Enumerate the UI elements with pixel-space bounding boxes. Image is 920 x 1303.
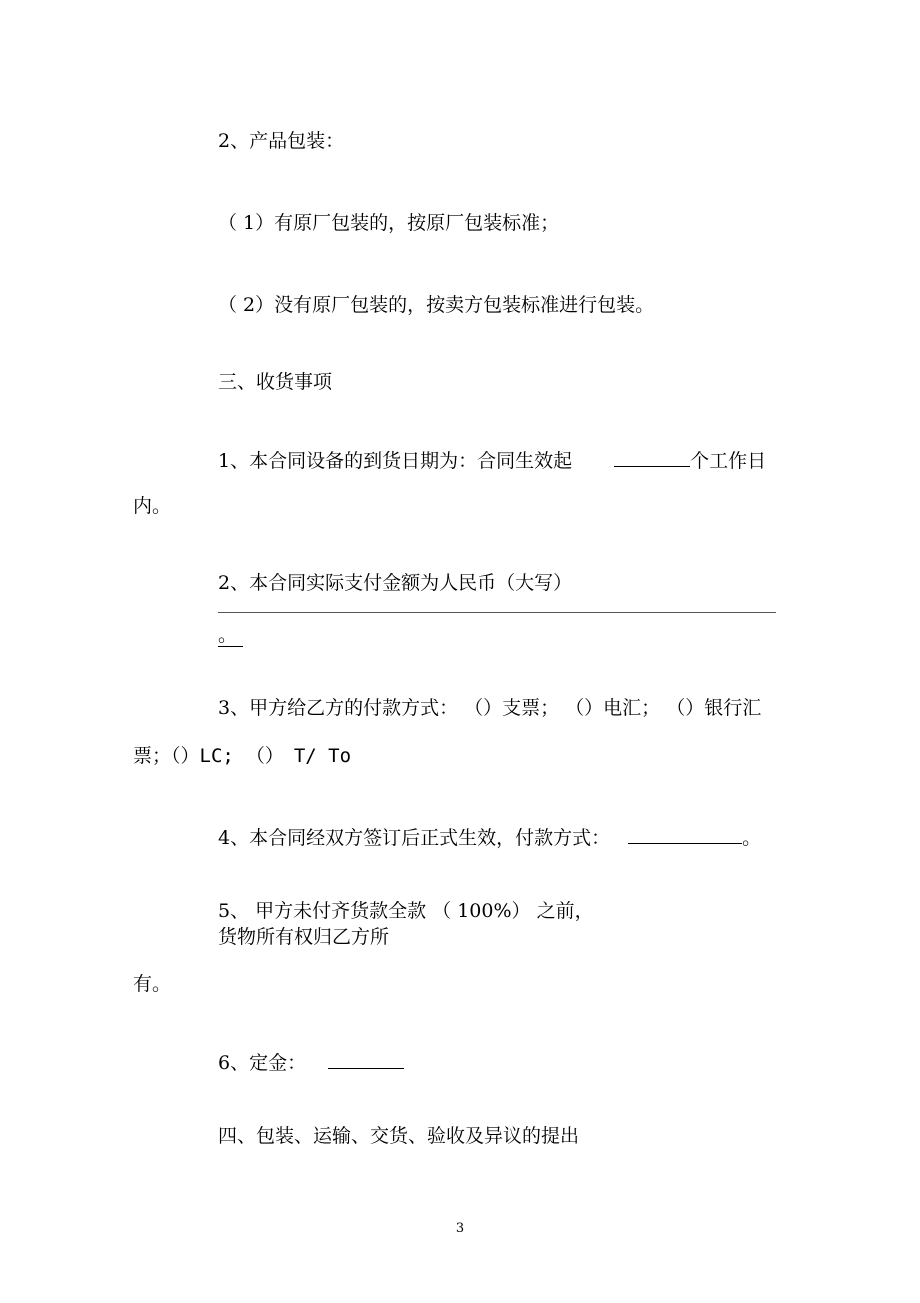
- section-heading-packaging-transport: 四、包装、运输、交货、验收及异议的提出: [218, 1125, 580, 1147]
- payment-method-blank: [628, 825, 742, 844]
- section-heading-receiving: 三、收货事项: [218, 371, 333, 393]
- item-payment-method: 3、甲方给乙方的付款方式： （）支票； （）电汇； （）银行汇: [218, 697, 762, 719]
- item-packaging-original: （ 1）有原厂包装的，按原厂包装标准；: [218, 212, 560, 234]
- item-ownership: 5、 甲方未付齐货款全款 （ 100%） 之前，: [218, 900, 594, 922]
- item-ownership-cont: 有。: [133, 973, 172, 995]
- payment-option-lc: LC;: [199, 745, 234, 767]
- item-product-packaging: 2、产品包装：: [218, 130, 345, 152]
- item-payment-amount: 2、本合同实际支付金额为人民币（大写）: [218, 572, 573, 594]
- item-packaging-seller: （ 2）没有原厂包装的，按卖方包装标准进行包装。: [218, 294, 655, 316]
- payment-options-a: 票；（）: [133, 745, 200, 767]
- item-payment-amount-end: [218, 623, 243, 647]
- contract-effective-end: 。: [742, 827, 762, 849]
- item-ownership-line2: 货物所有权归乙方所: [218, 926, 390, 948]
- delivery-date-suffix: 个工作日: [690, 450, 767, 472]
- amount-blank-line: [218, 612, 776, 613]
- item-delivery-date-cont: 内。: [133, 495, 172, 517]
- delivery-days-blank: [614, 448, 690, 467]
- amount-end-mark: 。: [218, 624, 243, 647]
- contract-effective-text: 4、本合同经双方签订后正式生效，付款方式：: [218, 827, 611, 849]
- item-contract-effective: [218, 825, 761, 850]
- item-delivery-date: [218, 448, 766, 473]
- delivery-date-text: 1、本合同设备的到货日期为：合同生效起: [218, 450, 573, 472]
- page-number: 3: [455, 1221, 465, 1236]
- item-deposit: [218, 1050, 404, 1075]
- deposit-label: 6、定金：: [218, 1052, 307, 1074]
- deposit-blank: [328, 1050, 404, 1069]
- payment-options-b: （）: [245, 745, 284, 767]
- item-payment-method-cont: [133, 744, 351, 768]
- payment-option-tt: T/ To: [293, 745, 352, 767]
